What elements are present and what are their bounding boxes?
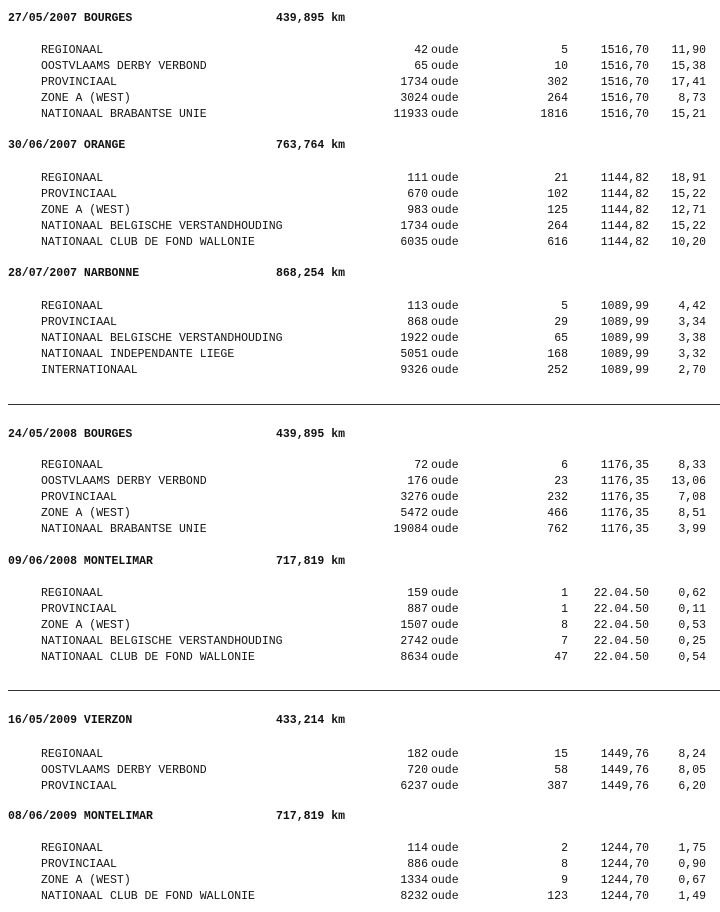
category-name: PROVINCIAAL xyxy=(41,780,117,793)
race-date-place xyxy=(8,428,132,441)
bird-count: 1922 xyxy=(400,332,428,345)
age-class: oude xyxy=(431,858,459,871)
coefficient: 3,32 xyxy=(678,348,706,361)
age-class: oude xyxy=(431,619,459,632)
speed: 1144,82 xyxy=(600,204,649,217)
age-class: oude xyxy=(431,44,459,57)
race-place: MONTELIMAR xyxy=(83,810,153,823)
category-name: PROVINCIAAL xyxy=(41,316,117,329)
coefficient: 18,91 xyxy=(671,172,706,185)
race-date: 08/06/2009 xyxy=(8,810,78,823)
category-name: PROVINCIAAL xyxy=(41,603,117,616)
coefficient: 0,67 xyxy=(678,874,706,887)
prize-place: 252 xyxy=(547,364,568,377)
table-row xyxy=(0,619,720,635)
category-name: REGIONAAL xyxy=(41,587,104,600)
category-name: NATIONAAL BRABANTSE UNIE xyxy=(41,523,207,536)
category-name: ZONE A (WEST) xyxy=(41,204,131,217)
bird-count: 65 xyxy=(414,60,428,73)
table-row xyxy=(0,236,720,252)
bird-count: 868 xyxy=(407,316,428,329)
category-name: PROVINCIAAL xyxy=(41,858,117,871)
age-class: oude xyxy=(431,780,459,793)
speed: 1144,82 xyxy=(600,236,649,249)
prize-place: 168 xyxy=(547,348,568,361)
coefficient: 12,71 xyxy=(671,204,706,217)
age-class: oude xyxy=(431,316,459,329)
age-class: oude xyxy=(431,523,459,536)
race-place: NARBONNE xyxy=(83,267,140,280)
prize-place: 616 xyxy=(547,236,568,249)
table-row xyxy=(0,204,720,220)
category-name: ZONE A (WEST) xyxy=(41,874,131,887)
table-row xyxy=(0,764,720,780)
age-class: oude xyxy=(431,890,459,903)
race-place: BOURGES xyxy=(83,428,133,441)
section-divider xyxy=(8,404,720,405)
speed: 1089,99 xyxy=(600,316,649,329)
speed: 1449,76 xyxy=(600,748,649,761)
speed: 1144,82 xyxy=(600,172,649,185)
speed: 1089,99 xyxy=(600,364,649,377)
prize-place: 7 xyxy=(561,635,568,648)
age-class: oude xyxy=(431,874,459,887)
coefficient: 17,41 xyxy=(671,76,706,89)
category-name: INTERNATIONAAL xyxy=(41,364,138,377)
bird-count: 886 xyxy=(407,858,428,871)
table-row xyxy=(0,635,720,651)
table-row xyxy=(0,523,720,539)
bird-count: 2742 xyxy=(400,635,428,648)
speed: 1449,76 xyxy=(600,780,649,793)
category-name: PROVINCIAAL xyxy=(41,188,117,201)
coefficient: 3,38 xyxy=(678,332,706,345)
prize-place: 125 xyxy=(547,204,568,217)
speed: 22.04.50 xyxy=(593,587,649,600)
coefficient: 7,08 xyxy=(678,491,706,504)
prize-place: 10 xyxy=(554,60,568,73)
coefficient: 15,22 xyxy=(671,188,706,201)
age-class: oude xyxy=(431,651,459,664)
category-name: REGIONAAL xyxy=(41,44,104,57)
prize-place: 2 xyxy=(561,842,568,855)
prize-place: 21 xyxy=(554,172,568,185)
coefficient: 8,51 xyxy=(678,507,706,520)
speed: 22.04.50 xyxy=(593,619,649,632)
prize-place: 466 xyxy=(547,507,568,520)
coefficient: 13,06 xyxy=(671,475,706,488)
table-row xyxy=(0,507,720,523)
prize-place: 102 xyxy=(547,188,568,201)
prize-place: 5 xyxy=(561,44,568,57)
coefficient: 8,73 xyxy=(678,92,706,105)
age-class: oude xyxy=(431,204,459,217)
category-name: OOSTVLAAMS DERBY VERBOND xyxy=(41,475,207,488)
coefficient: 1,75 xyxy=(678,842,706,855)
prize-place: 387 xyxy=(547,780,568,793)
speed: 22.04.50 xyxy=(593,603,649,616)
race-header xyxy=(0,267,720,283)
race-header xyxy=(0,12,720,28)
prize-place: 58 xyxy=(554,764,568,777)
coefficient: 8,33 xyxy=(678,459,706,472)
coefficient: 3,99 xyxy=(678,523,706,536)
race-date-place xyxy=(8,555,153,568)
bird-count: 1507 xyxy=(400,619,428,632)
table-row xyxy=(0,587,720,603)
prize-place: 1 xyxy=(561,603,568,616)
category-name: OOSTVLAAMS DERBY VERBOND xyxy=(41,764,207,777)
category-name: NATIONAAL BRABANTSE UNIE xyxy=(41,108,207,121)
table-row xyxy=(0,76,720,92)
table-row xyxy=(0,459,720,475)
table-row xyxy=(0,92,720,108)
category-name: NATIONAAL CLUB DE FOND WALLONIE xyxy=(41,890,255,903)
coefficient: 0,25 xyxy=(678,635,706,648)
speed: 1516,70 xyxy=(600,108,649,121)
category-name: REGIONAAL xyxy=(41,300,104,313)
coefficient: 11,90 xyxy=(671,44,706,57)
bird-count: 6035 xyxy=(400,236,428,249)
age-class: oude xyxy=(431,76,459,89)
category-name: OOSTVLAAMS DERBY VERBOND xyxy=(41,60,207,73)
table-row xyxy=(0,188,720,204)
coefficient: 10,20 xyxy=(671,236,706,249)
age-class: oude xyxy=(431,60,459,73)
speed: 1516,70 xyxy=(600,44,649,57)
age-class: oude xyxy=(431,842,459,855)
prize-place: 8 xyxy=(561,619,568,632)
age-class: oude xyxy=(431,587,459,600)
coefficient: 0,54 xyxy=(678,651,706,664)
age-class: oude xyxy=(431,332,459,345)
age-class: oude xyxy=(431,300,459,313)
table-row xyxy=(0,108,720,124)
table-row xyxy=(0,874,720,890)
bird-count: 113 xyxy=(407,300,428,313)
speed: 1516,70 xyxy=(600,60,649,73)
race-place: MONTELIMAR xyxy=(83,555,153,568)
table-row xyxy=(0,603,720,619)
speed: 22.04.50 xyxy=(593,651,649,664)
bird-count: 176 xyxy=(407,475,428,488)
coefficient: 1,49 xyxy=(678,890,706,903)
bird-count: 1734 xyxy=(400,76,428,89)
category-name: REGIONAAL xyxy=(41,748,104,761)
age-class: oude xyxy=(431,220,459,233)
speed: 1089,99 xyxy=(600,332,649,345)
bird-count: 670 xyxy=(407,188,428,201)
category-name: ZONE A (WEST) xyxy=(41,507,131,520)
speed: 1176,35 xyxy=(600,507,649,520)
table-row xyxy=(0,475,720,491)
category-name: PROVINCIAAL xyxy=(41,76,117,89)
speed: 1089,99 xyxy=(600,300,649,313)
prize-place: 264 xyxy=(547,220,568,233)
coefficient: 0,90 xyxy=(678,858,706,871)
age-class: oude xyxy=(431,491,459,504)
bird-count: 8634 xyxy=(400,651,428,664)
race-place: BOURGES xyxy=(83,12,133,25)
race-date: 30/06/2007 xyxy=(8,139,78,152)
bird-count: 983 xyxy=(407,204,428,217)
bird-count: 5472 xyxy=(400,507,428,520)
speed: 1176,35 xyxy=(600,491,649,504)
speed: 1516,70 xyxy=(600,92,649,105)
race-distance: 433,214 km xyxy=(276,714,346,727)
prize-place: 9 xyxy=(561,874,568,887)
category-name: PROVINCIAAL xyxy=(41,491,117,504)
speed: 1244,70 xyxy=(600,874,649,887)
coefficient: 15,38 xyxy=(671,60,706,73)
age-class: oude xyxy=(431,603,459,616)
table-row xyxy=(0,651,720,667)
speed: 1144,82 xyxy=(600,188,649,201)
table-row xyxy=(0,172,720,188)
table-row xyxy=(0,748,720,764)
race-distance: 868,254 km xyxy=(276,267,346,280)
bird-count: 19084 xyxy=(393,523,428,536)
category-name: NATIONAAL CLUB DE FOND WALLONIE xyxy=(41,651,255,664)
category-name: NATIONAAL BELGISCHE VERSTANDHOUDING xyxy=(41,332,283,345)
age-class: oude xyxy=(431,364,459,377)
race-distance: 717,819 km xyxy=(276,810,346,823)
speed: 1176,35 xyxy=(600,459,649,472)
table-row xyxy=(0,780,720,796)
age-class: oude xyxy=(431,348,459,361)
bird-count: 9326 xyxy=(400,364,428,377)
coefficient: 15,22 xyxy=(671,220,706,233)
age-class: oude xyxy=(431,172,459,185)
bird-count: 182 xyxy=(407,748,428,761)
table-row xyxy=(0,842,720,858)
category-name: NATIONAAL INDEPENDANTE LIEGE xyxy=(41,348,235,361)
bird-count: 72 xyxy=(414,459,428,472)
race-distance: 717,819 km xyxy=(276,555,346,568)
race-header xyxy=(0,810,720,826)
race-date-place xyxy=(8,714,132,727)
bird-count: 887 xyxy=(407,603,428,616)
table-row xyxy=(0,491,720,507)
race-header xyxy=(0,555,720,571)
prize-place: 6 xyxy=(561,459,568,472)
age-class: oude xyxy=(431,764,459,777)
race-distance: 763,764 km xyxy=(276,139,346,152)
prize-place: 232 xyxy=(547,491,568,504)
bird-count: 114 xyxy=(407,842,428,855)
coefficient: 15,21 xyxy=(671,108,706,121)
bird-count: 11933 xyxy=(393,108,428,121)
speed: 1089,99 xyxy=(600,348,649,361)
category-name: REGIONAAL xyxy=(41,842,104,855)
age-class: oude xyxy=(431,108,459,121)
coefficient: 4,42 xyxy=(678,300,706,313)
table-row xyxy=(0,300,720,316)
bird-count: 1734 xyxy=(400,220,428,233)
age-class: oude xyxy=(431,635,459,648)
table-row xyxy=(0,364,720,380)
prize-place: 1 xyxy=(561,587,568,600)
bird-count: 8232 xyxy=(400,890,428,903)
race-place: VIERZON xyxy=(83,714,133,727)
speed: 1244,70 xyxy=(600,890,649,903)
category-name: REGIONAAL xyxy=(41,459,104,472)
prize-place: 29 xyxy=(554,316,568,329)
prize-place: 5 xyxy=(561,300,568,313)
race-date: 24/05/2008 xyxy=(8,428,78,441)
speed: 1516,70 xyxy=(600,76,649,89)
race-date: 28/07/2007 xyxy=(8,267,78,280)
age-class: oude xyxy=(431,236,459,249)
coefficient: 6,20 xyxy=(678,780,706,793)
race-date: 09/06/2008 xyxy=(8,555,78,568)
prize-place: 8 xyxy=(561,858,568,871)
speed: 1244,70 xyxy=(600,842,649,855)
table-row xyxy=(0,44,720,60)
race-distance: 439,895 km xyxy=(276,428,346,441)
bird-count: 111 xyxy=(407,172,428,185)
prize-place: 23 xyxy=(554,475,568,488)
prize-place: 264 xyxy=(547,92,568,105)
age-class: oude xyxy=(431,92,459,105)
race-distance: 439,895 km xyxy=(276,12,346,25)
race-place: ORANGE xyxy=(83,139,126,152)
speed: 1176,35 xyxy=(600,475,649,488)
bird-count: 3276 xyxy=(400,491,428,504)
category-name: REGIONAAL xyxy=(41,172,104,185)
bird-count: 159 xyxy=(407,587,428,600)
age-class: oude xyxy=(431,507,459,520)
coefficient: 0,53 xyxy=(678,619,706,632)
speed: 1144,82 xyxy=(600,220,649,233)
bird-count: 720 xyxy=(407,764,428,777)
race-date: 16/05/2009 xyxy=(8,714,78,727)
prize-place: 15 xyxy=(554,748,568,761)
bird-count: 3024 xyxy=(400,92,428,105)
age-class: oude xyxy=(431,459,459,472)
race-header xyxy=(0,139,720,155)
prize-place: 302 xyxy=(547,76,568,89)
table-row xyxy=(0,316,720,332)
race-header xyxy=(0,714,720,730)
table-row xyxy=(0,60,720,76)
speed: 22.04.50 xyxy=(593,635,649,648)
coefficient: 8,24 xyxy=(678,748,706,761)
coefficient: 0,11 xyxy=(678,603,706,616)
category-name: ZONE A (WEST) xyxy=(41,619,131,632)
race-header xyxy=(0,428,720,444)
race-date-place xyxy=(8,267,139,280)
prize-place: 47 xyxy=(554,651,568,664)
coefficient: 3,34 xyxy=(678,316,706,329)
category-name: NATIONAAL CLUB DE FOND WALLONIE xyxy=(41,236,255,249)
category-name: NATIONAAL BELGISCHE VERSTANDHOUDING xyxy=(41,635,283,648)
coefficient: 8,05 xyxy=(678,764,706,777)
speed: 1449,76 xyxy=(600,764,649,777)
coefficient: 2,70 xyxy=(678,364,706,377)
prize-place: 65 xyxy=(554,332,568,345)
bird-count: 6237 xyxy=(400,780,428,793)
category-name: ZONE A (WEST) xyxy=(41,92,131,105)
race-date: 27/05/2007 xyxy=(8,12,78,25)
bird-count: 42 xyxy=(414,44,428,57)
race-date-place xyxy=(8,139,125,152)
race-date-place xyxy=(8,12,132,25)
table-row xyxy=(0,348,720,364)
speed: 1244,70 xyxy=(600,858,649,871)
prize-place: 123 xyxy=(547,890,568,903)
table-row xyxy=(0,332,720,348)
age-class: oude xyxy=(431,188,459,201)
speed: 1176,35 xyxy=(600,523,649,536)
age-class: oude xyxy=(431,748,459,761)
table-row xyxy=(0,890,720,906)
table-row xyxy=(0,858,720,874)
category-name: NATIONAAL BELGISCHE VERSTANDHOUDING xyxy=(41,220,283,233)
coefficient: 0,62 xyxy=(678,587,706,600)
bird-count: 1334 xyxy=(400,874,428,887)
prize-place: 762 xyxy=(547,523,568,536)
table-row xyxy=(0,220,720,236)
race-date-place xyxy=(8,810,153,823)
prize-place: 1816 xyxy=(540,108,568,121)
section-divider xyxy=(8,690,720,691)
age-class: oude xyxy=(431,475,459,488)
bird-count: 5051 xyxy=(400,348,428,361)
